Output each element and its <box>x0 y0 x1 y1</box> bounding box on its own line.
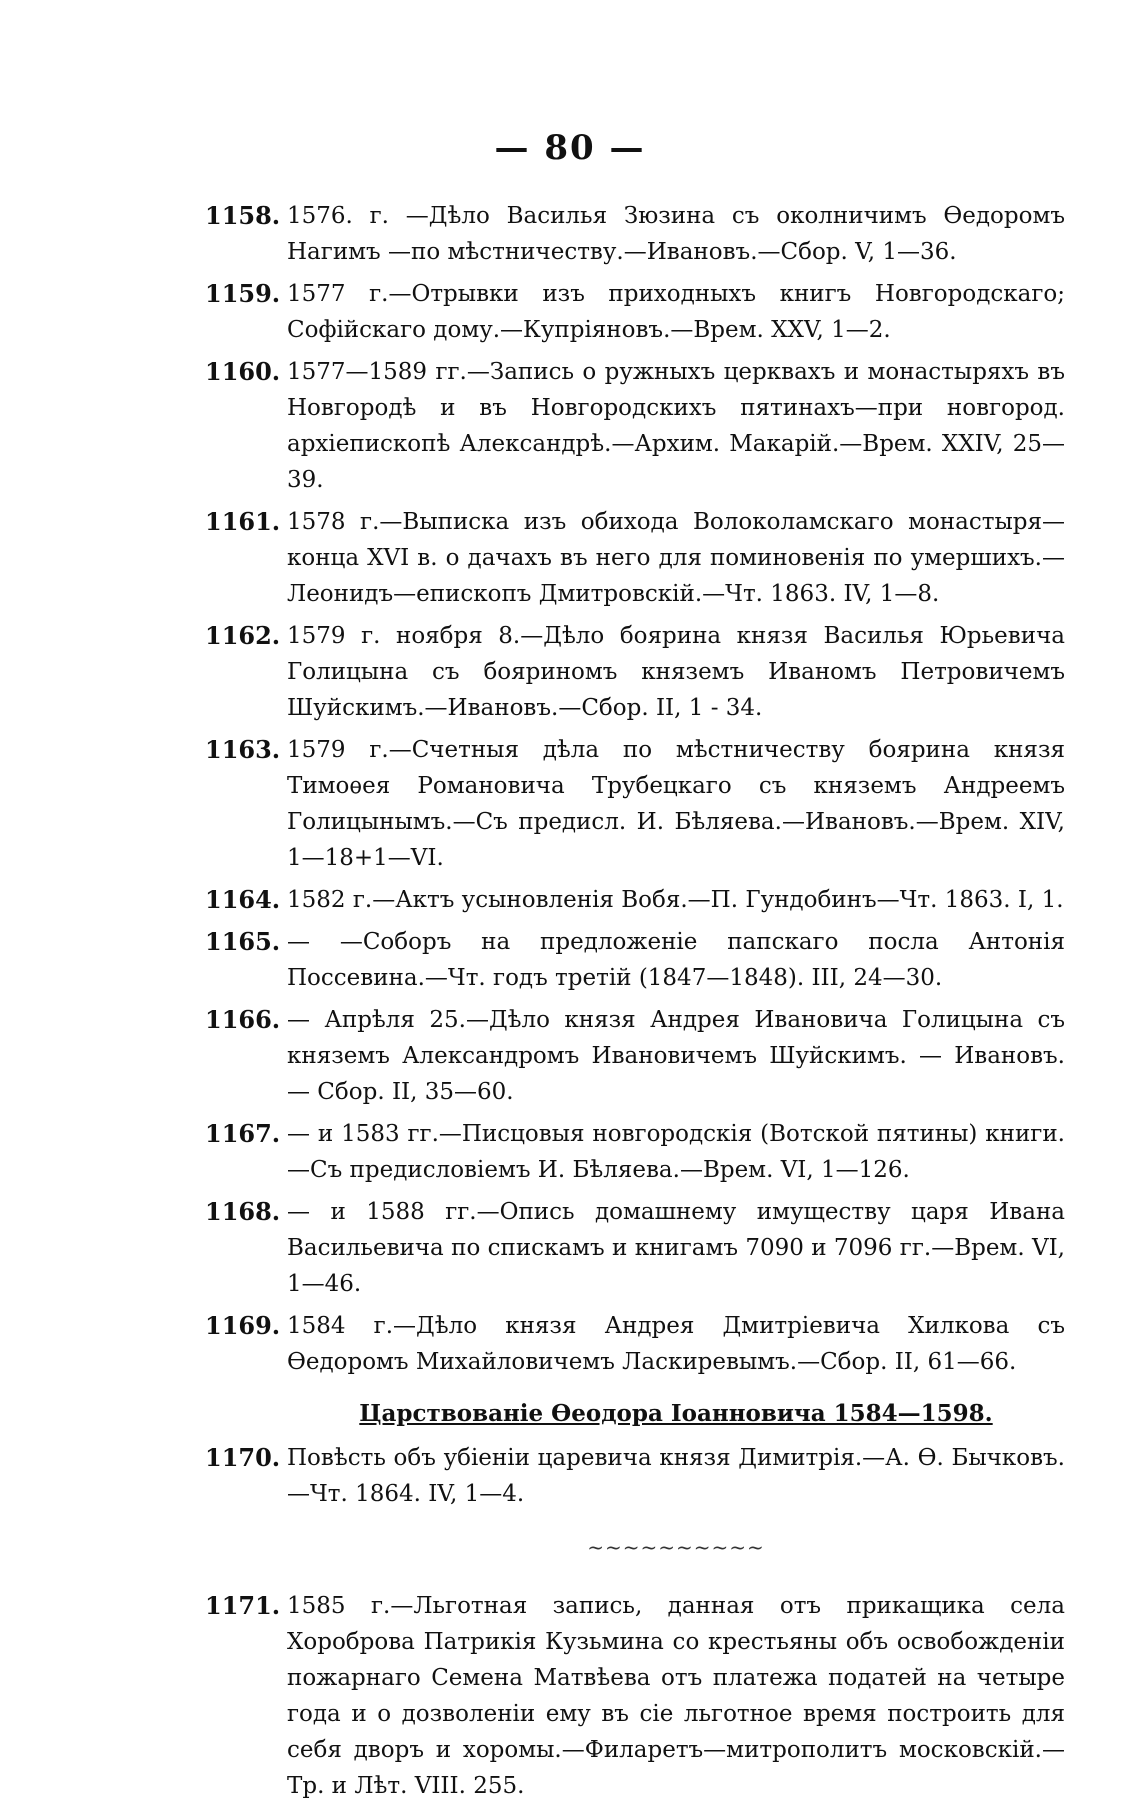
bibliography-entry <box>205 924 1065 996</box>
entry-text: 1584 г.—Дѣло князя Андрея Дмитріевича Хилкова съ Ѳедоромъ Михайловичемъ Ласкиревымъ.—Сбор. II, 61—66. <box>287 1313 1065 1375</box>
page-number: — 80 — <box>494 128 646 168</box>
entry-text: 1579 г. ноября 8.—Дѣло боярина князя Василья Юрьевича Голицына съ бояриномъ княземъ Иваномъ Петровичемъ Шуйскимъ.—Ивановъ.—Сбор. II, 1 - 34. <box>287 623 1065 721</box>
entry-text: 1577 г.—Отрывки изъ приходныхъ книгъ Новгородскаго; Софійскаго дому.—Купріяновъ.—Врем. XXV, 1—2. <box>287 281 1065 343</box>
entry-text: — и 1588 гг.—Опись домашнему имуществу царя Ивана Васильевича по спискамъ и книгамъ 7090 и 7096 гг.—Врем. VI, 1—46. <box>287 1199 1065 1297</box>
entries-group-middle <box>205 1440 1065 1512</box>
bibliography-entries <box>205 198 1065 1810</box>
bibliography-entry <box>205 504 1065 612</box>
entry-number: 1166. <box>205 1005 281 1034</box>
entry-number: 1168. <box>205 1197 281 1226</box>
entry-text: — Апрѣля 25.—Дѣло князя Андрея Ивановича Голицына съ княземъ Александромъ Ивановичемъ Шуйскимъ. — Ивановъ. — Сбор. II, 35—60. <box>287 1007 1065 1105</box>
section-heading: Царствованіе Ѳеодора Іоанновича 1584—1598. <box>359 1400 993 1427</box>
entry-number: 1163. <box>205 735 281 764</box>
entry-text: 1582 г.—Актъ усыновленія Вобя.—П. Гундобинъ—Чт. 1863. I, 1. <box>287 887 1064 913</box>
entry-number: 1169. <box>205 1311 281 1340</box>
entries-group-after <box>205 1588 1065 1804</box>
entry-text: 1585 г.—Льготная запись, данная отъ прикащика села Хороброва Патрикія Кузьмина со крестьяны объ освобожденіи пожарнаго Семена Матвѣева отъ платежа податей на четыре года и о дозволеніи ему въ сіе льготное время построить для себя дворъ и хоромы.—Филаретъ—митрополитъ московскій.—Тр. и Лѣт. VIII. 255. <box>287 1593 1065 1799</box>
entry-number: 1158. <box>205 201 281 230</box>
entry-number: 1159. <box>205 279 281 308</box>
entry-number: 1171. <box>205 1591 281 1620</box>
entry-text: — и 1583 гг.—Писцовыя новгородскія (Вотской пятины) книги.—Съ предисловіемъ И. Бѣляева.—Врем. VI, 1—126. <box>287 1121 1065 1183</box>
entry-text: Повѣсть объ убіеніи царевича князя Димитрія.—А. Ѳ. Бычковъ.—Чт. 1864. IV, 1—4. <box>287 1445 1065 1507</box>
entry-text: — —Соборъ на предложеніе папскаго посла Антонія Поссевина.—Чт. годъ третій (1847—1848). III, 24—30. <box>287 929 1065 991</box>
entry-number: 1161. <box>205 507 281 536</box>
entry-number: 1165. <box>205 927 281 956</box>
bibliography-entry <box>205 354 1065 498</box>
entry-number: 1162. <box>205 621 281 650</box>
ornamental-divider: ~~~~~~~~~~ <box>587 1535 765 1559</box>
bibliography-entry <box>205 1194 1065 1302</box>
entry-number: 1167. <box>205 1119 281 1148</box>
bibliography-entry <box>205 882 1065 918</box>
bibliography-entry <box>205 276 1065 348</box>
bibliography-entry <box>205 1308 1065 1380</box>
bibliography-entry <box>205 732 1065 876</box>
entry-number: 1164. <box>205 885 281 914</box>
bibliography-entry <box>205 1116 1065 1188</box>
entry-text: 1578 г.—Выписка изъ обихода Волоколамскаго монастыря—конца XVI в. о дачахъ въ него для поминовенія по умершихъ.—Леонидъ—епископъ Дмитровскій.—Чт. 1863. IV, 1—8. <box>287 509 1065 607</box>
bibliography-entry <box>205 198 1065 270</box>
entries-group-before <box>205 198 1065 1380</box>
entry-number: 1160. <box>205 357 281 386</box>
bibliography-entry <box>205 1588 1065 1804</box>
bibliography-entry <box>205 1002 1065 1110</box>
bibliography-entry <box>205 1440 1065 1512</box>
entry-number: 1170. <box>205 1443 281 1472</box>
entry-text: 1579 г.—Счетныя дѣла по мѣстничеству боярина князя Тимоѳея Романовича Трубецкаго съ княземъ Андреемъ Голицынымъ.—Съ предисл. И. Бѣляева.—Ивановъ.—Врем. XIV, 1—18+1—VI. <box>287 737 1065 871</box>
entry-text: 1576. г. —Дѣло Василья Зюзина съ околничимъ Ѳедоромъ Нагимъ —по мѣстничеству.—Ивановъ.—Сбор. V, 1—36. <box>287 203 1065 265</box>
bibliography-entry <box>205 618 1065 726</box>
entry-text: 1577—1589 гг.—Запись о ружныхъ церквахъ и монастыряхъ въ Новгородѣ и въ Новгородскихъ пятинахъ—при новгород. архіепископѣ Александрѣ.—Архим. Макарій.—Врем. XXIV, 25—39. <box>287 359 1065 493</box>
